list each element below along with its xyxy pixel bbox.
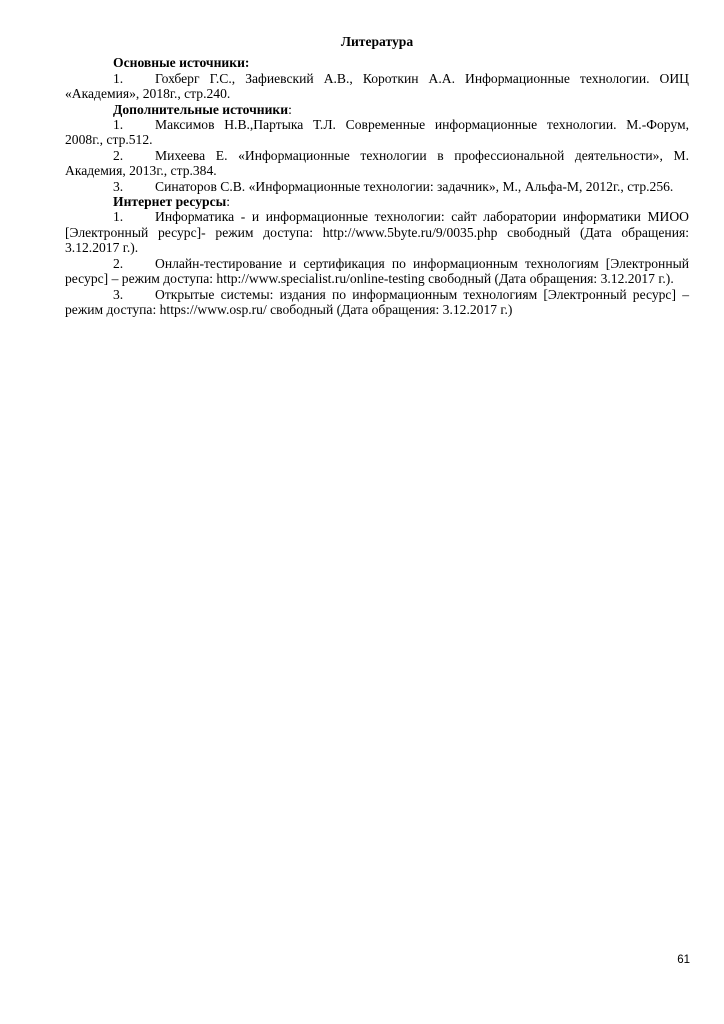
reference-item: [65, 179, 689, 194]
reference-text: Михеева Е. «Информационные технологии в профессиональной деятельности», М. Академия, 2013г., стр.384.: [65, 147, 689, 179]
reference-text: Открытые системы: издания по информационным технологиям [Электронный ресурс] – режим доступа: https://www.osp.ru/ свободный (Дата обращения: 3.12.2017 г.): [65, 286, 689, 317]
reference-item: [65, 287, 689, 318]
reference-item: [65, 148, 689, 179]
section-heading-additional: [65, 102, 689, 117]
reference-number: 3.: [113, 178, 124, 194]
reference-number: 1.: [113, 209, 124, 225]
reference-number: 2.: [113, 147, 124, 163]
page-title: Литература: [340, 34, 414, 49]
reference-number: 1.: [113, 70, 124, 86]
section-heading-internet: [65, 194, 689, 209]
section-heading-main-text: Основные источники:: [113, 55, 250, 71]
reference-number: 1.: [113, 117, 124, 133]
reference-text: Информатика - и информационные технологии: сайт лаборатории информатики МИОО [Электронный ресурс]- режим доступа: http://www.5byte.ru/9/0035.php свободный (Дата обращения: 3.12.2017 г.).: [65, 209, 689, 256]
section-heading-internet-colon: :: [226, 194, 231, 210]
reference-item: [65, 117, 689, 148]
document-body: [65, 34, 689, 317]
reference-number: 2.: [113, 255, 124, 271]
reference-text: Синаторов С.В. «Информационные технологии: задачник», М., Альфа-М, 2012г., стр.256.: [155, 178, 674, 194]
reference-number: 3.: [113, 286, 124, 302]
section-heading-additional-colon: :: [288, 101, 292, 117]
reference-text: Гохберг Г.С., Зафиевский А.В., Короткин А.А. Информационные технологии. ОИЦ «Академия», 2018г., стр.240.: [65, 70, 689, 102]
section-heading-additional-text: Дополнительные источники: [113, 101, 289, 117]
reference-item: [65, 209, 689, 255]
reference-item: [65, 256, 689, 287]
reference-text: Максимов Н.В.,Партыка Т.Л. Современные информационные технологии. М.-Форум, 2008г., стр.512.: [65, 117, 689, 148]
reference-text: Онлайн-тестирование и сертификация по информационным технологиям [Электронный ресурс] – режим доступа: http://www.specialist.ru/online-testing свободный (Дата обращения: 3.12.2017 г.).: [65, 255, 689, 287]
reference-item: [65, 71, 689, 102]
page-number: 61: [677, 954, 690, 966]
section-heading-internet-text: Интернет ресурсы: [113, 194, 227, 210]
section-heading-main: [65, 55, 689, 70]
